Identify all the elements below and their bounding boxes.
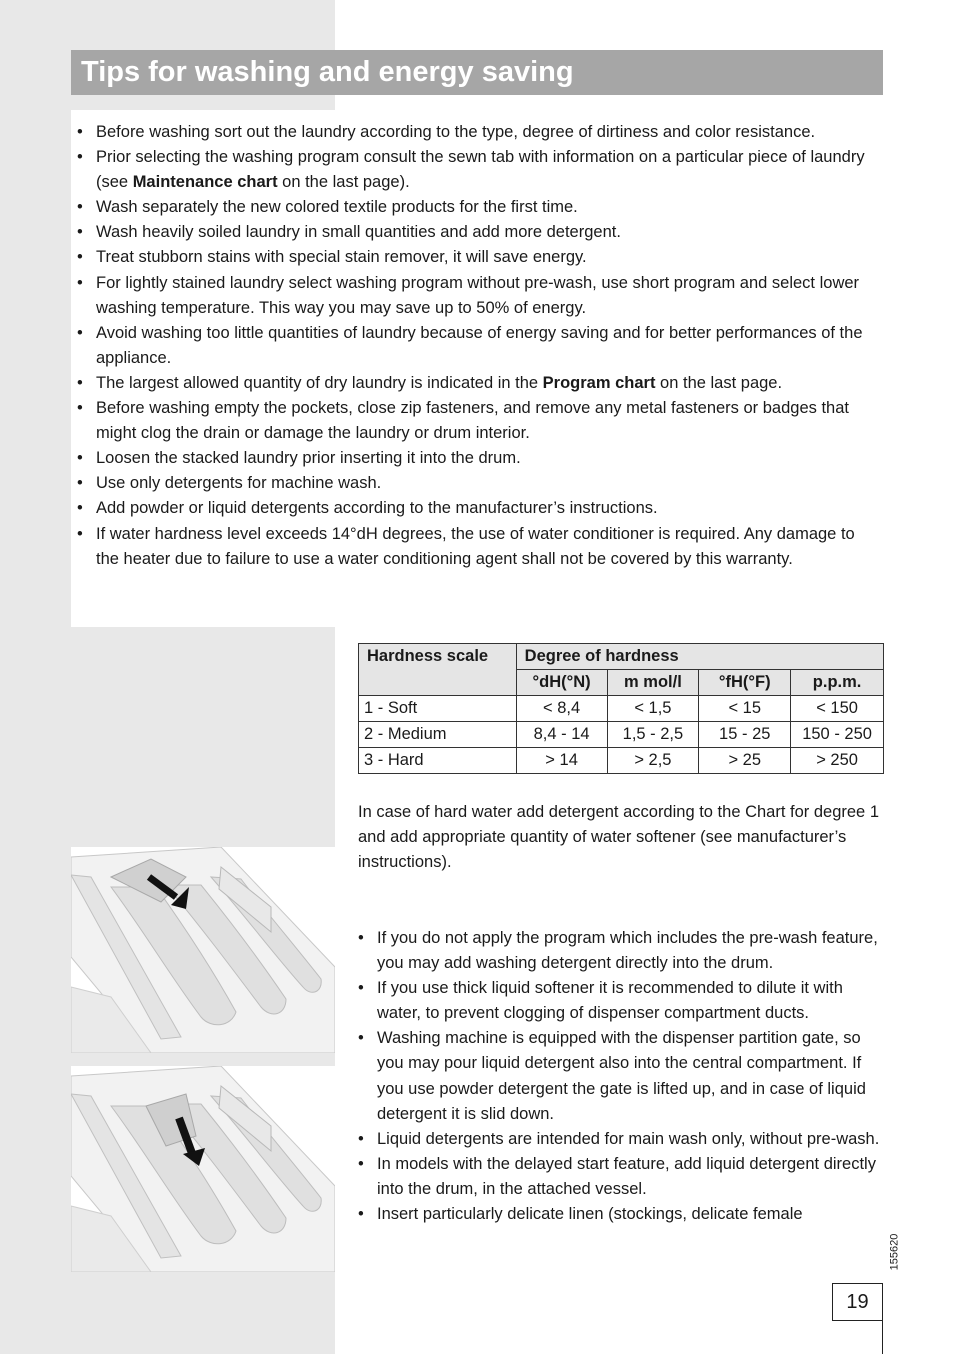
list-item: • The largest allowed quantity of dry laundry is indicated in the Program chart on the last page.: [71, 371, 871, 396]
table-cell: < 150: [791, 696, 884, 722]
table-row: [359, 722, 884, 748]
list-item: • Wash heavily soiled laundry in small quantities and add more detergent.: [71, 220, 871, 245]
list-item: • For lightly stained laundry select washing program without pre-wash, use short program and select lower washing temperature. This way you may save up to 50% of energy.: [71, 271, 871, 321]
table-cell: > 25: [699, 748, 791, 774]
program-chart-ref: Program chart: [542, 373, 656, 392]
list-item: • Loosen the stacked laundry prior inserting it into the drum.: [71, 446, 871, 471]
table-cell: > 250: [791, 748, 884, 774]
dispenser-drawer-illustration-2: [71, 1066, 335, 1272]
table-cell: < 1,5: [607, 696, 699, 722]
unit-header: °dH(°N): [516, 670, 607, 696]
table-cell: > 14: [516, 748, 607, 774]
title-bar: [71, 50, 883, 95]
list-item: • Avoid washing too little quantities of laundry because of energy saving and for better performances of the appliance.: [71, 321, 871, 371]
list-item: • If you use thick liquid softener it is recommended to dilute it with water, to prevent clogging of dispenser compartment ducts.: [358, 976, 888, 1026]
table-row: [359, 748, 884, 774]
table-cell: 15 - 25: [699, 722, 791, 748]
unit-header: m mol/l: [607, 670, 699, 696]
list-item: • Prior selecting the washing program consult the sewn tab with information on a particular piece of laundry (see Maintenance chart on the last page).: [71, 145, 871, 195]
table-cell: 1,5 - 2,5: [607, 722, 699, 748]
list-item: • Wash separately the new colored textile products for the first time.: [71, 195, 871, 220]
row-label: 1 - Soft: [359, 696, 517, 722]
row-label: 3 - Hard: [359, 748, 517, 774]
table-cell: > 2,5: [607, 748, 699, 774]
maintenance-chart-ref: Maintenance chart: [132, 173, 278, 192]
table-cell: < 8,4: [516, 696, 607, 722]
dispenser-drawer-image: [71, 1066, 335, 1272]
degree-header: Degree of hardness: [516, 644, 883, 670]
table-cell: 150 - 250: [791, 722, 884, 748]
page-number: 19: [832, 1283, 883, 1321]
list-item: • Before washing sort out the laundry according to the type, degree of dirtiness and color resistance.: [71, 120, 871, 145]
list-item: • If water hardness level exceeds 14°dH degrees, the use of water conditioner is required. Any damage to the heater due to failure to use a water conditioning agent shall not be covered by this warranty.: [71, 522, 871, 572]
hard-water-note: In case of hard water add detergent according to the Chart for degree 1 and add appropriate quantity of water softener (see manufacturer’s instructions).: [358, 803, 879, 871]
table-cell: 8,4 - 14: [516, 722, 607, 748]
list-item: • Use only detergents for machine wash.: [71, 471, 871, 496]
dispenser-drawer-illustration-1: [71, 847, 335, 1053]
list-item: • Washing machine is equipped with the dispenser partition gate, so you may pour liquid detergent also into the central compartment. If you use powder detergent the gate is lifted up, and in case of liquid detergent it is slid down.: [358, 1026, 888, 1126]
list-item: • If you do not apply the program which includes the pre-wash feature, you may add washing detergent directly into the drum.: [358, 926, 888, 976]
table-row: [359, 696, 884, 722]
list-item: • Before washing empty the pockets, close zip fasteners, and remove any metal fasteners or badges that might clog the drain or damage the laundry or drum interior.: [71, 396, 871, 446]
row-label: 2 - Medium: [359, 722, 517, 748]
list-item: • In models with the delayed start feature, add liquid detergent directly into the drum, in the attached vessel.: [358, 1152, 888, 1202]
unit-header: °fH(°F): [699, 670, 791, 696]
dispenser-drawer-image: [71, 847, 335, 1053]
table-header-row: [359, 644, 884, 670]
hardness-table: [358, 643, 884, 774]
page-number-line: [882, 1321, 883, 1354]
dispenser-tips-list: [358, 926, 888, 1227]
hardness-scale-header: Hardness scale: [359, 644, 517, 696]
table-cell: < 15: [699, 696, 791, 722]
unit-header: p.p.m.: [791, 670, 884, 696]
tips-list: [71, 120, 871, 572]
page-title: Tips for washing and energy saving: [81, 56, 574, 88]
list-item: • Treat stubborn stains with special stain remover, it will save energy.: [71, 245, 871, 270]
list-item: • Add powder or liquid detergents according to the manufacturer’s instructions.: [71, 496, 871, 521]
document-code: 155620: [888, 1233, 901, 1271]
list-item: • Liquid detergents are intended for main wash only, without pre-wash.: [358, 1127, 888, 1152]
list-item: • Insert particularly delicate linen (stockings, delicate female: [358, 1202, 888, 1227]
